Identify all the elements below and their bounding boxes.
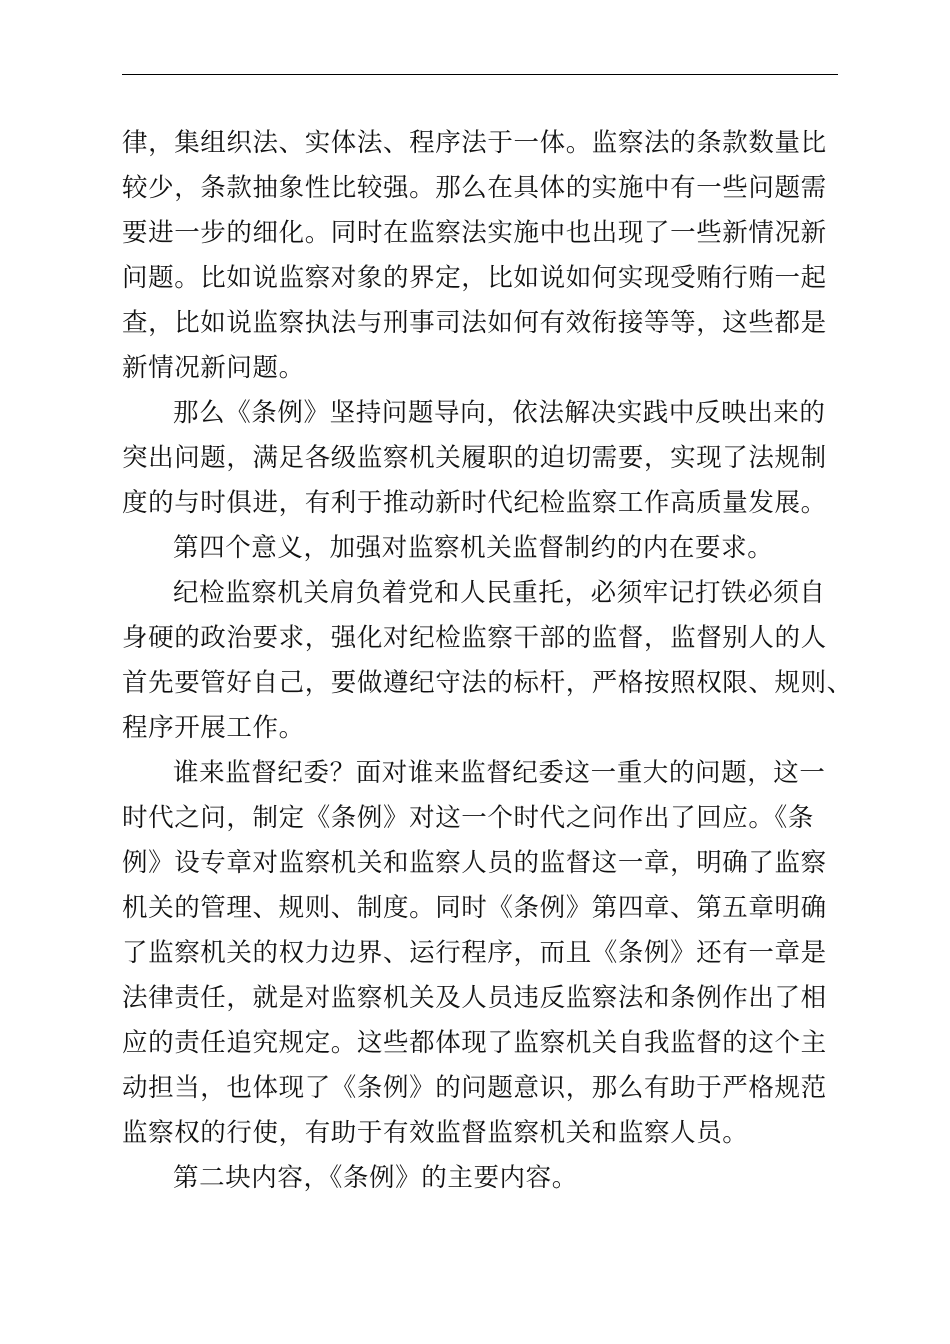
body-text [122, 121, 853, 1201]
text-line: 应的责任追究规定。这些都体现了监察机关自我监督的这个主 [122, 1028, 827, 1058]
text-line: 那么《条例》坚持问题导向，依法解决实践中反映出来的 [173, 398, 826, 428]
text-line: 程序开展工作。 [122, 713, 305, 743]
text-line: 律，集组织法、实体法、程序法于一体。监察法的条款数量比 [122, 128, 827, 158]
paragraph [122, 121, 838, 391]
text-line: 纪检监察机关肩负着党和人民重托，必须牢记打铁必须自 [173, 578, 826, 608]
text-line: 身硬的政治要求，强化对纪检监察干部的监督，监督别人的人 [122, 623, 827, 653]
text-line: 首先要管好自己，要做遵纪守法的标杆，严格按照权限、规则、 [122, 668, 853, 698]
paragraph [122, 526, 838, 571]
text-line: 要进一步的细化。同时在监察法实施中也出现了一些新情况新 [122, 218, 827, 248]
paragraph [122, 571, 853, 751]
text-line: 监察权的行使，有助于有效监督监察机关和监察人员。 [122, 1118, 749, 1148]
text-line: 问题。比如说监察对象的界定，比如说如何实现受贿行贿一起 [122, 263, 827, 293]
text-line: 度的与时俱进，有利于推动新时代纪检监察工作高质量发展。 [122, 488, 827, 518]
text-line: 查，比如说监察执法与刑事司法如何有效衔接等等，这些都是 [122, 308, 827, 338]
text-line: 较少，条款抽象性比较强。那么在具体的实施中有一些问题需 [122, 173, 827, 203]
text-line: 动担当，也体现了《条例》的问题意识，那么有助于严格规范 [122, 1073, 827, 1103]
text-line: 法律责任，就是对监察机关及人员违反监察法和条例作出了相 [122, 983, 827, 1013]
paragraph [122, 751, 838, 1156]
text-line: 第四个意义，加强对监察机关监督制约的内在要求。 [173, 533, 774, 563]
text-line: 机关的管理、规则、制度。同时《条例》第四章、第五章明确 [122, 893, 827, 923]
text-line: 新情况新问题。 [122, 353, 305, 383]
text-line: 突出问题，满足各级监察机关履职的迫切需要，实现了法规制 [122, 443, 827, 473]
paragraph [122, 1156, 838, 1201]
text-line: 第二块内容，《条例》的主要内容。 [173, 1163, 578, 1193]
paragraph [122, 391, 838, 526]
text-line: 了监察机关的权力边界、运行程序，而且《条例》还有一章是 [122, 938, 827, 968]
text-line: 谁来监督纪委？面对谁来监督纪委这一重大的问题，这一 [173, 758, 826, 788]
header-rule [122, 74, 838, 75]
text-line: 时代之问，制定《条例》对这一个时代之问作出了回应。《条 [122, 803, 814, 833]
text-line: 例》设专章对监察机关和监察人员的监督这一章，明确了监察 [122, 848, 827, 878]
